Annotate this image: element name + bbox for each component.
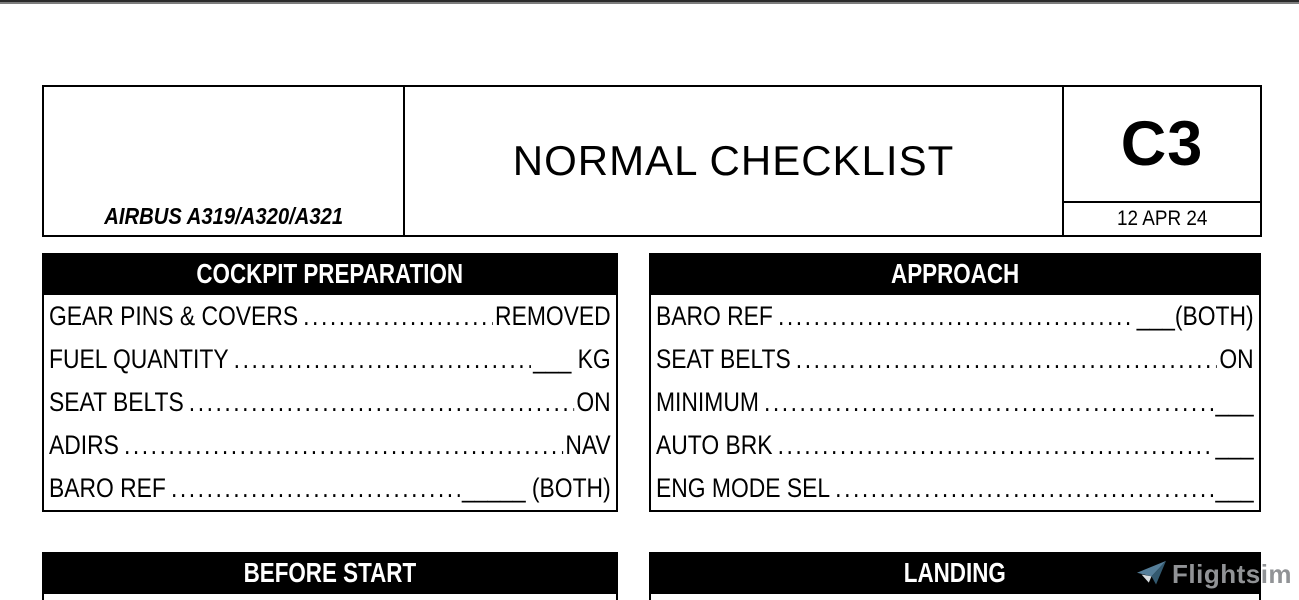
checklist-item [651,295,1259,338]
dot-leader [835,475,1213,502]
flightsim-watermark [1136,556,1292,592]
item-value: ___(BOTH) [1136,301,1254,331]
checklist-item [651,467,1259,510]
section-before-start [42,552,618,600]
item-value: ___ [1215,387,1254,417]
item-label: MINIMUM [656,387,759,417]
section-title: APPROACH [890,258,1020,289]
dot-leader [778,432,1213,459]
item-label: ENG MODE SEL [656,473,831,503]
checklist-item [44,295,616,338]
checklist-item [44,381,616,424]
section-title: COCKPIT PREPARATION [196,258,464,289]
item-label: ADIRS [49,430,119,460]
checklist-item [651,381,1259,424]
item-value: ___ [1215,430,1254,460]
document-title: NORMAL CHECKLIST [512,137,955,184]
revision-date: 12 APR 24 [1116,207,1208,230]
top-divider-bar [0,0,1299,4]
checklist-item [44,338,616,381]
dot-leader [171,475,459,502]
dot-leader [234,346,531,373]
dot-leader [764,389,1213,416]
checklist-item [44,424,616,467]
aircraft-label: AIRBUS A319/A320/A321 [104,203,343,229]
section-header-before-start [42,552,618,594]
item-value: ___ KG [533,344,611,374]
item-label: BARO REF [656,301,773,331]
section-header-approach [649,253,1261,295]
section-cockpit-preparation [42,253,618,512]
dot-leader [796,346,1217,373]
section-body [649,295,1261,512]
section-title: LANDING [903,557,1007,588]
item-label: GEAR PINS & COVERS [49,301,299,331]
section-body [649,594,1261,600]
header-table [42,85,1262,237]
checklist-item [44,467,616,510]
item-value: ON [1219,344,1254,374]
section-title: BEFORE START [243,557,417,588]
item-value: ON [576,387,611,417]
item-value: NAV [565,430,611,460]
item-value: REMOVED [495,301,611,331]
dot-leader [124,432,563,459]
section-approach [649,253,1261,512]
aircraft-cell [44,87,405,235]
item-label: BARO REF [49,473,166,503]
checklist-item [651,338,1259,381]
item-label: SEAT BELTS [656,344,791,374]
section-body [42,594,618,600]
paper-plane-icon [1136,560,1167,589]
title-cell [405,87,1062,235]
item-label: SEAT BELTS [49,387,184,417]
watermark-text: Flightsim [1172,558,1293,589]
dot-leader [303,303,492,330]
code-cell [1062,87,1260,235]
item-value: _____ (BOTH) [461,473,611,503]
checklist-code-box [1064,87,1260,201]
item-value: ___ [1215,473,1254,503]
checklist-code: C3 [1120,109,1204,179]
item-label: FUEL QUANTITY [49,344,229,374]
dot-leader [778,303,1134,330]
dot-leader [189,389,574,416]
item-label: AUTO BRK [656,430,773,460]
section-header-cockpit-preparation [42,253,618,295]
checklist-item [651,424,1259,467]
revision-date-box [1064,201,1260,235]
section-body [42,295,618,512]
